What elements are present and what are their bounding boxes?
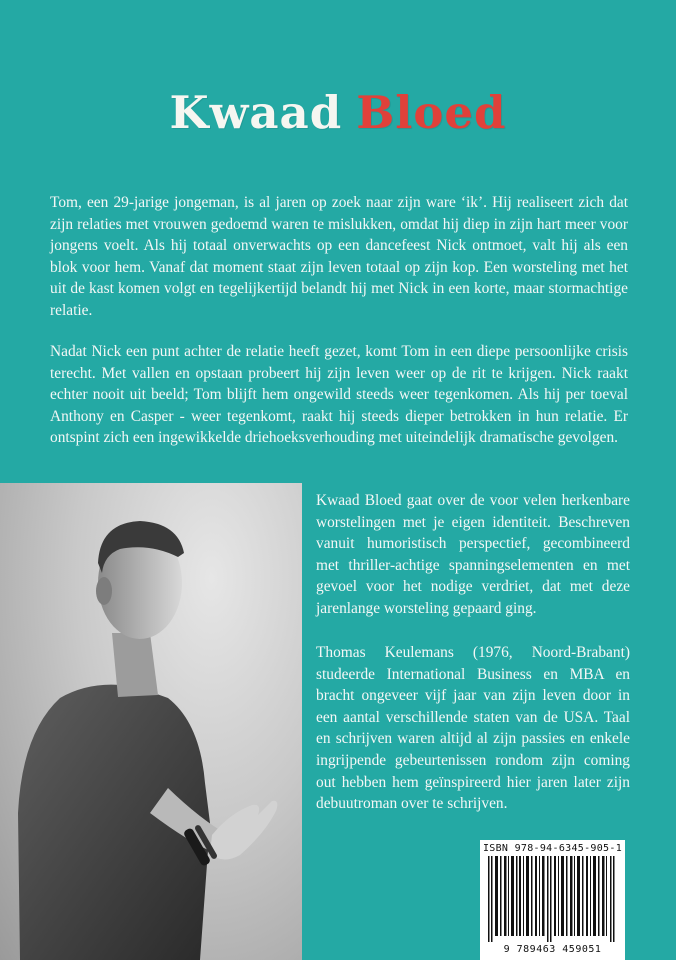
barcode-digits: 9 789463 459051 [503,944,602,955]
author-bio-paragraph: Thomas Keulemans (1976, Noord-Brabant) studeerde International Business en MBA en bracht ongeveer vijf jaar van zijn leven door in een aantal verschillende staten van de USA. Taal en schrijven waren altijd al zijn passies en enkele ingrijpende gebeurtenissen rondom zijn coming out hebben hem geïnspireerd hier jaren later zijn debuutroman over te schrijven. [316,644,630,813]
book-title [0,86,676,139]
isbn-barcode [480,840,625,960]
author-portrait-icon [0,483,302,960]
author-photo [0,483,302,960]
synopsis-paragraph-1: Tom, een 29-jarige jongeman, is al jaren op zoek naar zijn ware ‘ik’. Hij realiseert zich dat zijn relaties met vrouwen gedoemd waren te mislukken, omdat hij diep in zijn hart meer voor jongens voelt. Als hij totaal onverwachts op een dancefeest Nick ontmoet, valt hij als een blok voor hem. Vanaf dat moment staat zijn leven totaal op zijn kop. Een worsteling met het uit de kast komen volgt en tegelijkertijd belandt hij met Nick in een korte, maar stormachtige relatie. [50,194,628,319]
title-word-kwaad: Kwaad [169,86,343,139]
title-word-bloed: Bloed [356,86,507,139]
synopsis-paragraph-2: Nadat Nick een punt achter de relatie heeft gezet, komt Tom in een diepe persoonlijke crisis terecht. Met vallen en opstaan probeert hij zijn leven weer op de rit te krijgen. Nick raakt echter nooit uit beeld; Tom blijft hem ongewild steeds weer tegenkomen. Als hij per toeval Anthony en Casper - weer tegenkomt, raakt hij steeds dieper betrokken in hun relatie. Er ontspint zich een ingewikkelde driehoeksverhouding met uiteindelijk dramatische gevolgen. [50,343,628,447]
barcode-bars-icon [486,856,619,942]
isbn-label: ISBN 978-94-6345-905-1 [482,843,623,854]
theme-paragraph: Kwaad Bloed gaat over de voor velen herkenbare worstelingen met je eigen identiteit. Beschreven vanuit humoristisch perspectief, gecombineerd met thriller-achtige spanningselementen en met gevoel voor het nodige verdriet, dat met deze jarenlange worsteling gepaard ging. [316,492,630,617]
